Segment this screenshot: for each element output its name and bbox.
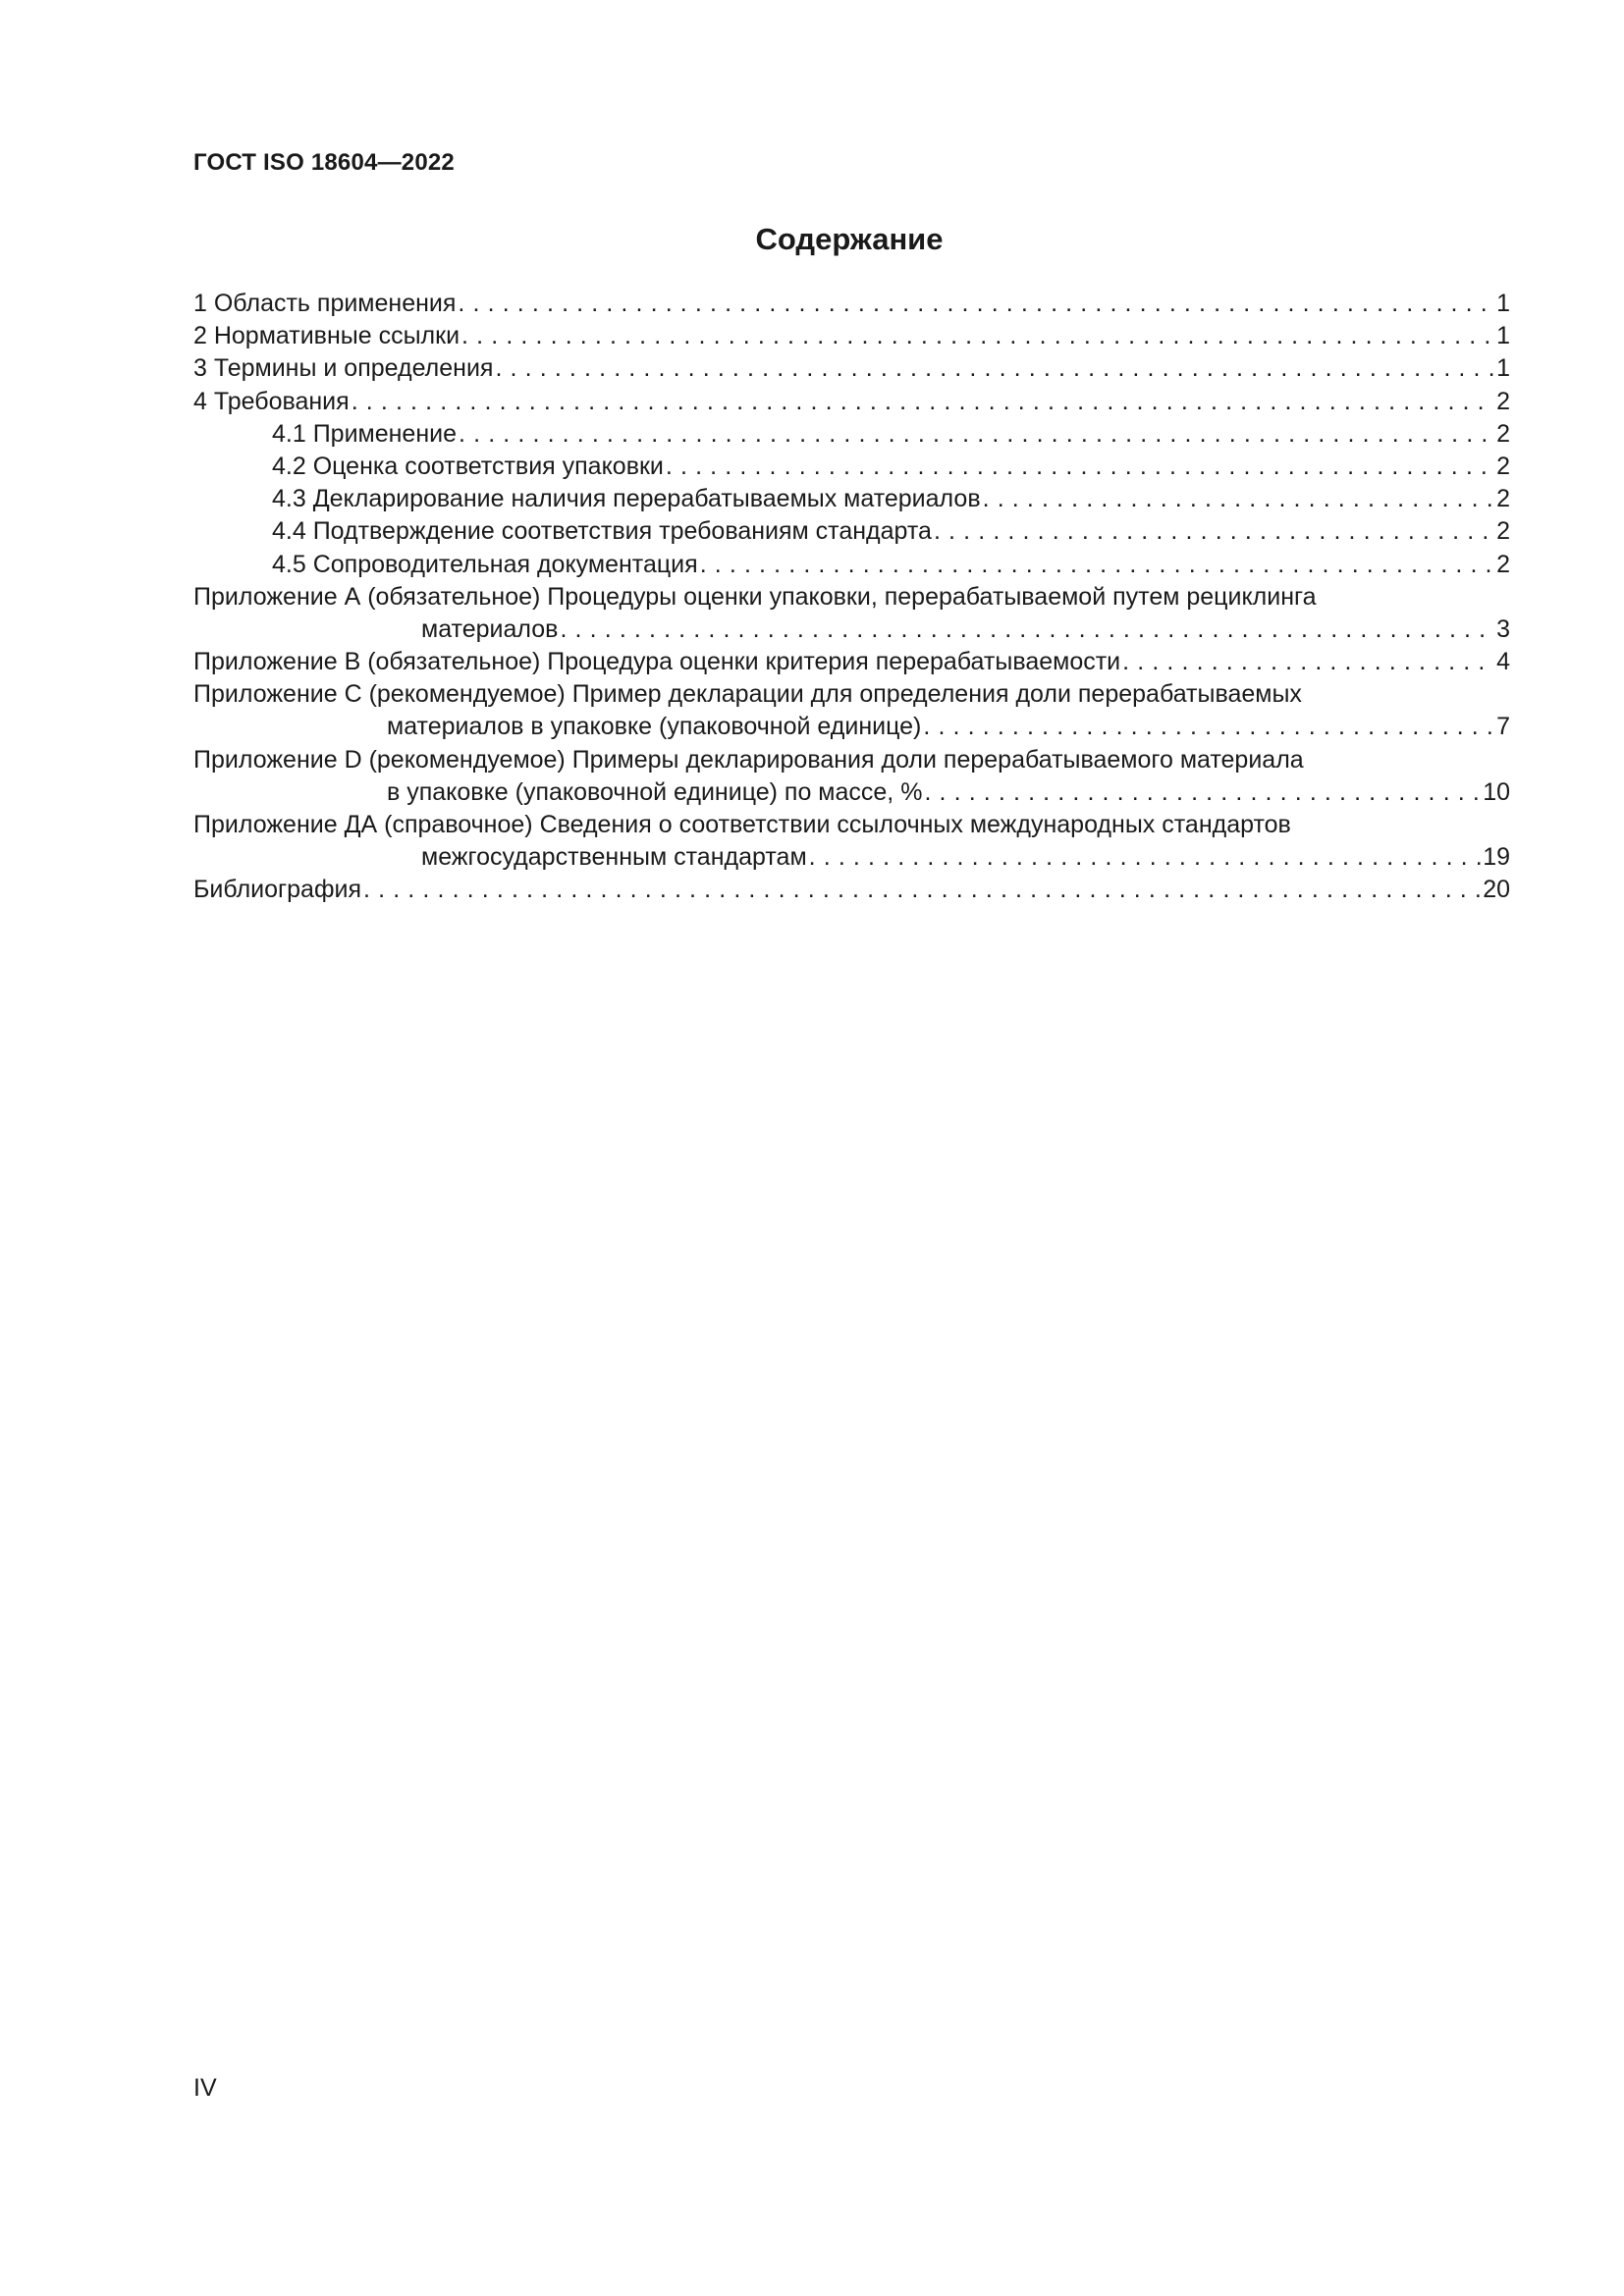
toc-entry-page: 20 [1483,876,1510,904]
toc-leader-dots [923,711,1494,743]
toc-entry-text: 2 Нормативные ссылки [193,322,460,350]
toc-entry-page: 4 [1496,648,1510,676]
toc-entry-page: 2 [1496,485,1510,513]
toc-entry-bibliography[interactable] [193,874,1510,906]
toc-leader-dots [461,320,1494,352]
toc-entry-4-5[interactable] [193,549,1510,581]
toc-entry-page: 2 [1496,550,1510,578]
document-code: ГОСТ ISO 18604—2022 [193,149,455,176]
toc-entry-page: 2 [1496,419,1510,448]
table-of-contents [193,288,1510,907]
toc-entry-4-4[interactable] [193,515,1510,548]
toc-entry-text: 4.1 Применение [272,419,458,448]
toc-entry-text: 4.3 Декларирование наличия перерабатываемых материалов [272,485,981,513]
toc-leader-dots [666,451,1494,483]
toc-entry-text: 4 Требования [193,387,350,415]
toc-entry-page: 10 [1483,777,1510,806]
toc-entry-text: 3 Термины и определения [193,354,494,383]
toc-entry-page: 2 [1496,517,1510,546]
toc-entry-text: межгосударственным стандартам [421,843,807,872]
toc-entry-4-2[interactable] [193,451,1510,483]
toc-entry-text: Приложение В (обязательное) Процедура оценки критерия перерабатываемости [193,648,1121,676]
toc-entry-page: 7 [1496,713,1510,741]
toc-leader-dots [934,515,1494,548]
toc-entry-text: 4.5 Сопроводительная документация [272,550,698,578]
toc-entry-text: материалов [421,614,559,643]
toc-leader-dots [459,418,1494,451]
toc-entry-appendix-da-line1[interactable] [193,809,1510,841]
toc-entry-page: 1 [1496,322,1510,350]
toc-entry-page: 1 [1496,354,1510,383]
toc-leader-dots [560,614,1494,646]
toc-entry-page: 19 [1483,843,1510,872]
toc-title: Содержание [755,222,944,256]
toc-entry-text: Библиография [193,876,362,904]
toc-entry-page: 1 [1496,290,1510,317]
toc-entry-text: Приложение С (рекомендуемое) Пример декларации для определения доли перерабатываемых [193,680,1302,709]
toc-entry-appendix-d-line2[interactable] [193,776,1510,809]
toc-entry-text: в упаковке (упаковочной единице) по массе, % [387,777,923,806]
page-number: IV [193,2074,217,2102]
toc-entry-appendix-da-line2[interactable] [193,841,1510,874]
toc-entry-text: Приложение D (рекомендуемое) Примеры декларирования доли перерабатываемого материала [193,745,1304,774]
toc-leader-dots [1122,646,1494,678]
toc-entry-4-1[interactable] [193,418,1510,451]
toc-entry-text: Приложение А (обязательное) Процедуры оценки упаковки, перерабатываемой путем рециклинга [193,582,1317,611]
toc-entry-appendix-d-line1[interactable] [193,744,1510,776]
toc-entry-4[interactable] [193,386,1510,418]
toc-entry-text: материалов в упаковке (упаковочной единице) [387,713,922,741]
toc-entry-appendix-a-line2[interactable] [193,614,1510,646]
toc-entry-page: 2 [1496,387,1510,415]
toc-entry-1[interactable] [193,288,1510,320]
toc-entry-page: 3 [1496,614,1510,643]
toc-leader-dots [458,288,1494,320]
toc-leader-dots [700,549,1494,581]
toc-entry-text: 4.2 Оценка соответствия упаковки [272,452,664,480]
toc-entry-appendix-a-line1[interactable] [193,581,1510,614]
toc-leader-dots [352,386,1494,418]
toc-entry-appendix-c-line2[interactable] [193,711,1510,743]
toc-entry-page: 2 [1496,452,1510,480]
toc-leader-dots [809,841,1482,874]
toc-entry-text: 4.4 Подтверждение соответствия требованиям стандарта [272,517,932,546]
toc-entry-3[interactable] [193,352,1510,385]
toc-entry-text: 1 Область применения [193,290,457,317]
toc-leader-dots [924,776,1481,809]
toc-entry-text: Приложение ДА (справочное) Сведения о соответствии ссылочных международных стандартов [193,811,1291,838]
toc-entry-appendix-c-line1[interactable] [193,678,1510,711]
toc-entry-appendix-b[interactable] [193,646,1510,678]
toc-leader-dots [495,352,1494,385]
toc-entry-4-3[interactable] [193,483,1510,515]
toc-leader-dots [983,483,1494,515]
toc-entry-2[interactable] [193,320,1510,352]
toc-leader-dots [363,874,1481,906]
